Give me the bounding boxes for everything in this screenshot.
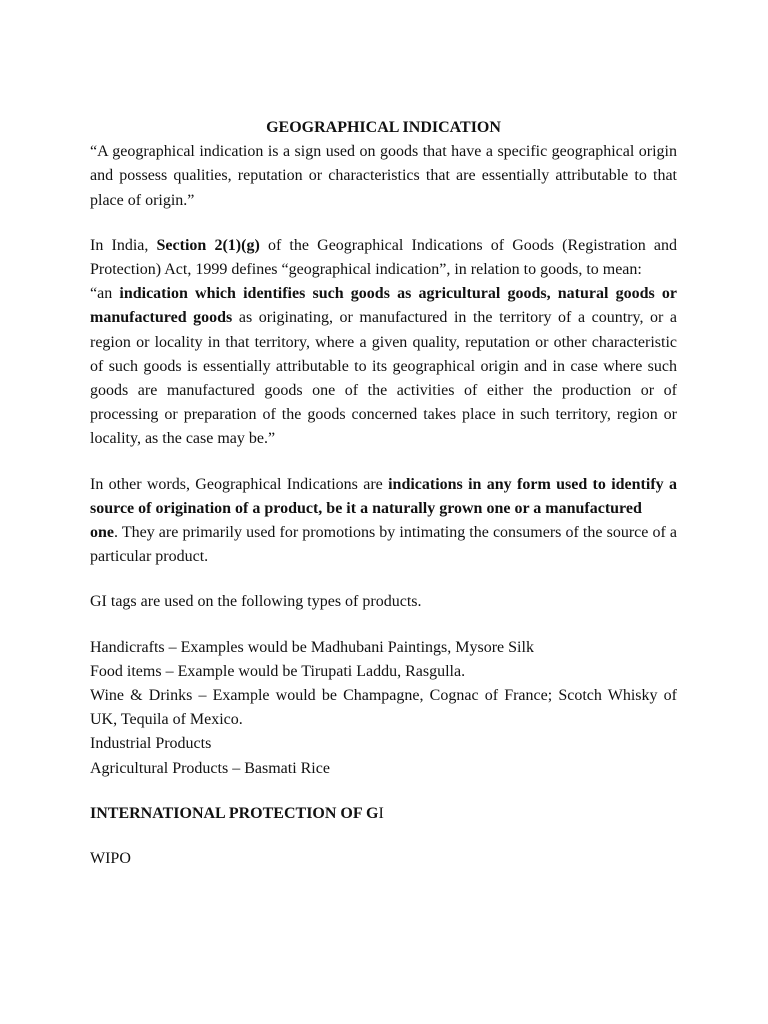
- list-item: Food items – Example would be Tirupati Laddu, Rasgulla.: [90, 662, 466, 680]
- spacer: [90, 452, 677, 473]
- international-protection-heading: [90, 802, 677, 826]
- other-words-paragraph: [90, 473, 677, 570]
- text-span: “an: [90, 285, 120, 303]
- spacer: [90, 781, 677, 802]
- list-item: Industrial Products: [90, 735, 212, 753]
- text-span: as originating, or manufactured in the territory of a country, or a region or locality in that territory, where a given quality, reputation or other characteristic of such goods is essentially attributable to its geographical origin and in case where such goods are manufactured goods one of the activities of either the production or of processing or preparation of the goods concerned takes place in such territory, region or locality, as the case may be.”: [90, 309, 678, 448]
- list-item: Agricultural Products – Basmati Rice: [90, 759, 330, 777]
- bold-phrase: indication which identifies such goods as agricultural goods, natural goods or manufactured goods: [90, 285, 678, 327]
- spacer: [90, 569, 677, 590]
- spacer: [90, 213, 677, 234]
- heading-light-part: I: [378, 804, 384, 822]
- act-quote-paragraph: [90, 282, 677, 451]
- text-span: of the Geographical Indications of Goods (Registration and Protection) Act, 1999 defines “geographical indication”, in relation to goods, to mean:: [90, 236, 677, 279]
- bold-phrase: one: [90, 524, 114, 542]
- gi-tags-intro: GI tags are used on the following types of products.: [90, 593, 422, 611]
- spacer: [90, 615, 677, 636]
- text-span: In India,: [90, 236, 157, 254]
- text-span: In other words, Geographical Indications are: [90, 475, 389, 493]
- spacer: [90, 826, 677, 847]
- list-item: Handicrafts – Examples would be Madhubani Paintings, Mysore Silk: [90, 638, 534, 656]
- text-span: . They are primarily used for promotions by intimating the consumers of the source of a particular product.: [90, 524, 677, 566]
- india-definition-paragraph: [90, 234, 677, 282]
- heading-bold-part: INTERNATIONAL PROTECTION OF G: [90, 804, 379, 822]
- list-item: Wine & Drinks – Example would be Champagne, Cognac of France; Scotch Whisky of UK, Tequila of Mexico.: [90, 687, 677, 729]
- document-title: GEOGRAPHICAL INDICATION: [266, 119, 501, 136]
- product-type-list: [90, 636, 677, 781]
- section-reference: Section 2(1)(g): [156, 236, 260, 254]
- definition-quote: “A geographical indication is a sign used on goods that have a specific geographical origin and possess qualities, reputation or characteristics that are essentially attributable to that place of origin.”: [90, 143, 677, 209]
- bold-phrase: indications in any form used to identify a source of origination of a product, be it a naturally grown one or a manufactured: [90, 475, 677, 517]
- wipo-label: WIPO: [90, 850, 131, 868]
- document-page: [90, 116, 677, 871]
